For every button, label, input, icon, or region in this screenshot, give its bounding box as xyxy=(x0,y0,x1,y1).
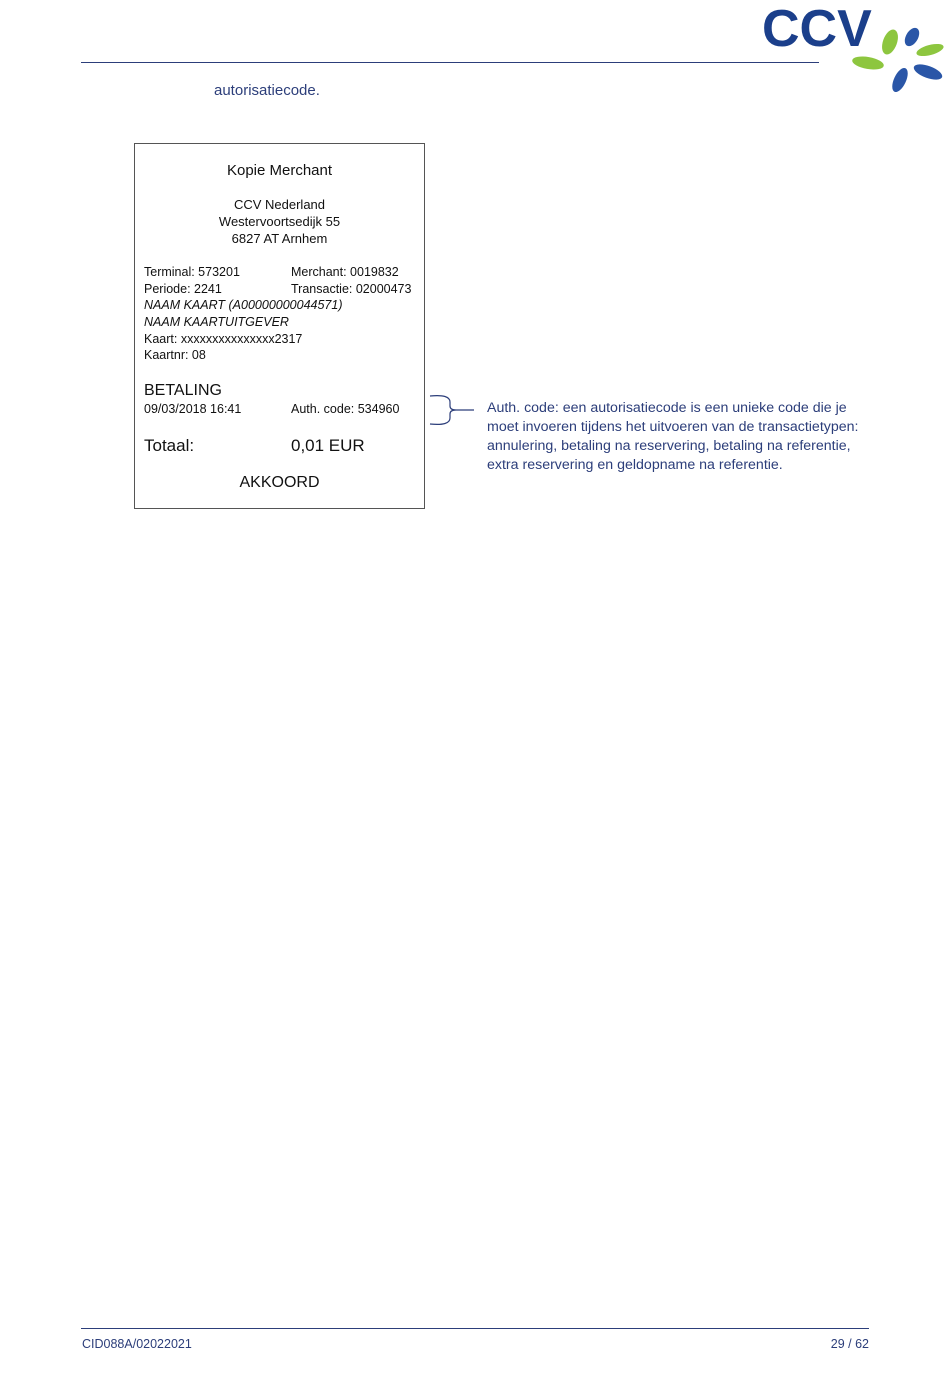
svg-text:CCV: CCV xyxy=(762,0,872,58)
receipt-merchant: Merchant: 0019832 xyxy=(291,265,399,279)
receipt-address-line: Westervoortsedijk 55 xyxy=(218,214,341,229)
header-rule xyxy=(81,62,819,63)
bracket-icon xyxy=(428,392,478,428)
receipt-periode: Periode: 2241 xyxy=(144,282,222,296)
auth-code-annotation: Auth. code: een autorisatiecode is een unieke code die je moet invoeren tijdens het uitvoeren van de transactietypen: annulering, betaling na reservering, betaling na referentie, extra reservering en geldopname na referentie. xyxy=(487,400,859,473)
ccv-logo xyxy=(760,0,950,100)
receipt-transactie: Transactie: 02000473 xyxy=(291,282,412,296)
receipt-address-line: CCV Nederland xyxy=(233,197,326,212)
receipt-card-number: Kaart: xxxxxxxxxxxxxxx2317 xyxy=(144,332,303,346)
intro-text: autorisatiecode. xyxy=(214,82,320,99)
footer-doc-id: CID088A/02022021 xyxy=(82,1337,192,1351)
receipt-terminal: Terminal: 573201 xyxy=(144,265,240,279)
receipt-status: AKKOORD xyxy=(239,474,320,491)
receipt-title: Kopie Merchant xyxy=(226,162,333,179)
receipt-auth-code: Auth. code: 534960 xyxy=(291,402,400,416)
footer-page-number: 29 / 62 xyxy=(830,1337,869,1351)
receipt-card-seq: Kaartnr: 08 xyxy=(144,348,206,362)
receipt xyxy=(134,143,425,509)
receipt-address-line: 6827 AT Arnhem xyxy=(231,231,328,246)
receipt-card-issuer: NAAM KAARTUITGEVER xyxy=(144,315,289,329)
receipt-type: BETALING xyxy=(144,382,222,399)
receipt-datetime: 09/03/2018 16:41 xyxy=(144,402,242,416)
receipt-total-value: 0,01 EUR xyxy=(291,436,365,455)
receipt-card-name: NAAM KAART (A00000000044571) xyxy=(144,298,343,312)
footer-rule xyxy=(81,1328,869,1329)
receipt-total-label: Totaal: xyxy=(144,436,195,455)
